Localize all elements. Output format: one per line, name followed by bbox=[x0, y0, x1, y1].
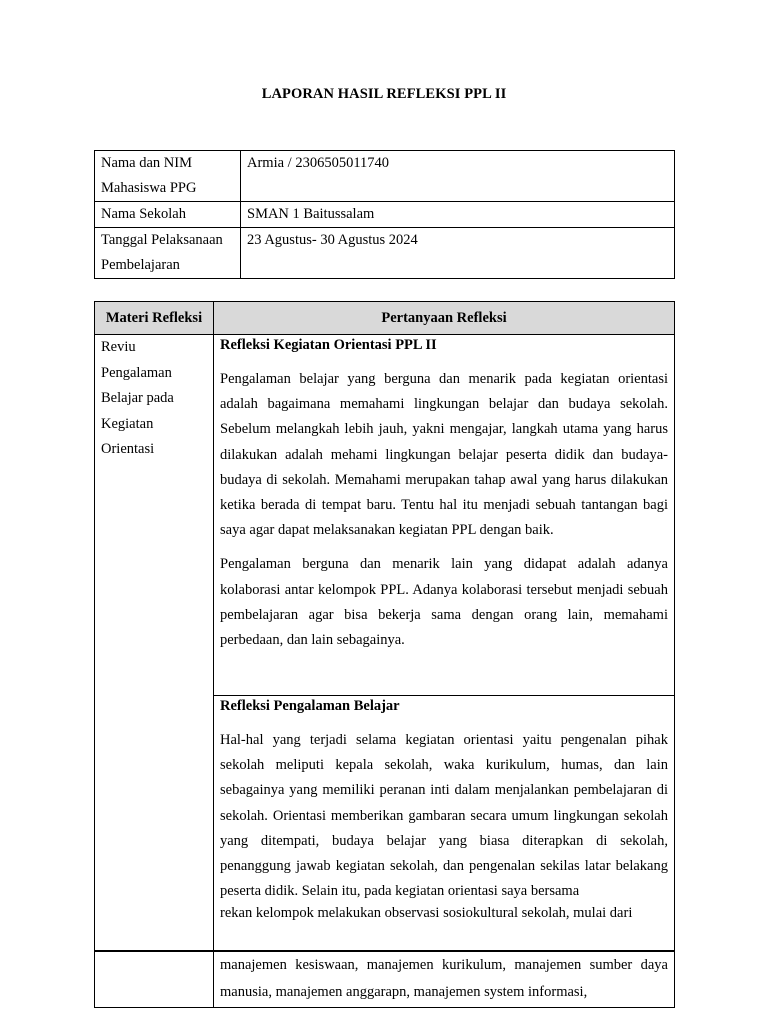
paragraph: Hal-hal yang terjadi selama kegiatan orientasi yaitu pengenalan pihak sekolah meliputi kepala sekolah, waka kurikulum, humas, dan lain sebagainya yang memiliki peranan inti dalam menjalankan pembelajaran di sekolah. Orientasi memberikan gambaran secara umum lingkungan sekolah yang ditempati, budaya belajar yang biasa diterapkan di sekolah, penanggung jawab kegiatan sekolah, dan pengenalan sekilas latar belakang peserta didik. Selain itu, pada kegiatan orientasi saya bersama bbox=[220, 732, 668, 900]
reflection-header-row bbox=[95, 302, 675, 335]
info-row-date bbox=[95, 228, 675, 279]
header-pertanyaan: Pertanyaan Refleksi bbox=[214, 302, 675, 335]
document-title: LAPORAN HASIL REFLEKSI PPL II bbox=[261, 86, 507, 102]
info-row-name bbox=[95, 151, 675, 202]
info-label: Tanggal Pelaksanaan Pembelajaran bbox=[95, 228, 241, 279]
paragraph-tail: rekan kelompok melakukan observasi sosiokultural sekolah, mulai dari bbox=[220, 905, 633, 922]
continued-cell bbox=[214, 951, 675, 1008]
materi-cell-empty bbox=[95, 951, 214, 1008]
reflection-table bbox=[94, 301, 675, 1008]
section-orientasi bbox=[214, 335, 675, 696]
info-label: Nama Sekolah bbox=[95, 202, 241, 228]
section-title: Refleksi Pengalaman Belajar bbox=[220, 698, 400, 714]
materi-cell: Reviu Pengalaman Belajar pada Kegiatan Orientasi bbox=[95, 335, 214, 952]
info-label: Nama dan NIM Mahasiswa PPG bbox=[95, 151, 241, 202]
info-row-school bbox=[95, 202, 675, 228]
paragraph: Pengalaman belajar yang berguna dan menarik pada kegiatan orientasi adalah bagaimana memahami lingkungan belajar dan budaya sekolah. Sebelum melangkah lebih jauh, yakni mengajar, langkah utama yang harus dilakukan adalah mehami lingkungan belajar peserta didik dan budaya-budaya di sekolah. Memahami merupakan tahap awal yang harus dilakukan ketika berada di tempat baru. Tentu hal itu menjadi sebuah tantangan bagi saya agar dapat melaksanakan kegiatan PPL dengan baik. bbox=[220, 371, 668, 539]
paragraph: manajemen kesiswaan, manajemen kurikulum, manajemen sumber daya manusia, manajemen anggarapn, manajemen system informasi, bbox=[220, 957, 668, 1000]
reflection-row bbox=[95, 335, 675, 696]
info-value: Armia / 2306505011740 bbox=[241, 151, 675, 202]
info-value: 23 Agustus- 30 Agustus 2024 bbox=[241, 228, 675, 279]
paragraph: Pengalaman berguna dan menarik lain yang didapat adalah adanya kolaborasi antar kelompok PPL. Adanya kolaborasi tersebut menjadi sebuah pembelajaran agar bisa bekerja sama dengan orang lain, memahami perbedaan, dan lain sebagainya. bbox=[220, 556, 668, 649]
info-value: SMAN 1 Baitussalam bbox=[241, 202, 675, 228]
section-title: Refleksi Kegiatan Orientasi PPL II bbox=[220, 337, 437, 353]
section-pengalaman bbox=[214, 696, 675, 952]
continued-row bbox=[95, 951, 675, 1008]
student-info-table bbox=[94, 150, 675, 279]
header-materi: Materi Refleksi bbox=[95, 302, 214, 335]
